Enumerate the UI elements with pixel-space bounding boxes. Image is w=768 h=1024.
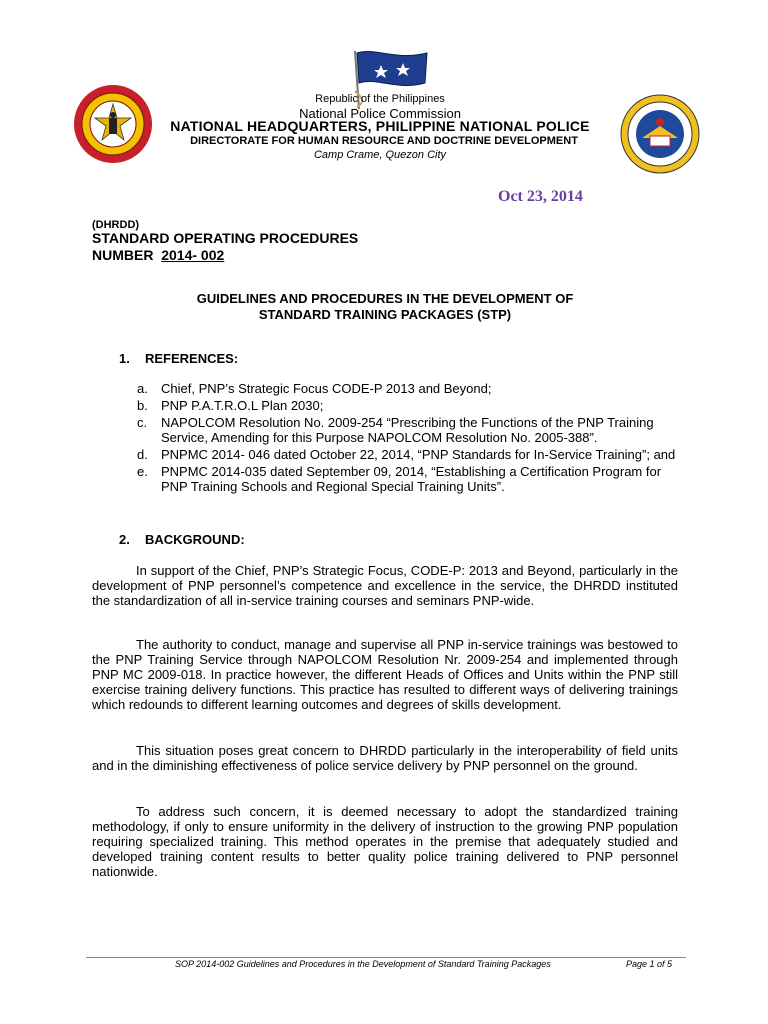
list-item-text: Chief, PNP’s Strategic Focus CODE-P 2013 and Beyond;: [161, 381, 492, 396]
sop-number-value: 2014- 002: [161, 247, 225, 263]
footer-divider: [86, 957, 686, 958]
subject-line-2: STANDARD TRAINING PACKAGES (STP): [258, 307, 512, 322]
sop-number: [92, 247, 224, 264]
sop-title: STANDARD OPERATING PROCEDURES: [92, 230, 359, 246]
list-item-text: PNPMC 2014-035 dated September 09, 2014, “Establishing a Certification Program for PNP Training Schools and Regional Special Training Units”.: [161, 464, 662, 494]
list-item-letter: d.: [137, 447, 148, 462]
list-item: [137, 398, 679, 413]
header-republic: Republic of the Philippines: [315, 93, 445, 105]
list-item-letter: c.: [137, 415, 148, 430]
header-commission: National Police Commission: [299, 106, 461, 121]
sop-number-label: NUMBER: [92, 247, 154, 263]
list-item-letter: a.: [137, 381, 148, 396]
background-paragraph-4: To address such concern, it is deemed necessary to adopt the standardized training methodology, if only to ensure uniformity in the delivery of instruction to the growing PNP population requiring specialized training. This method operates in the premise that adequately studied and developed training content results to better quality police training delivered to PNP personnel nationwide.: [92, 804, 678, 879]
list-item: [137, 447, 679, 462]
list-item: [137, 381, 679, 396]
page-number: Page 1 of 5: [626, 959, 673, 969]
document-date: Oct 23, 2014: [498, 188, 583, 205]
background-paragraph-2: The authority to conduct, manage and supervise all PNP in-service trainings was bestowed to the PNP Training Service through NAPOLCOM Resolution Nr. 2009-254 and implemented through PNP MC 2009-018. In practice however, the different Heads of Offices and Units within the PNP still exercise training delivery functions. This practice has resulted to different ways of delivering trainings which redounds to different learning outcomes and degrees of skills development.: [92, 637, 678, 712]
list-item-text: PNPMC 2014- 046 dated October 22, 2014, “PNP Standards for In-Service Training”; and: [161, 447, 676, 462]
header-headquarters: NATIONAL HEADQUARTERS, PHILIPPINE NATIONAL POLICE: [170, 118, 590, 134]
section-title: REFERENCES:: [145, 351, 239, 366]
list-item-letter: e.: [137, 464, 148, 479]
section-references-heading: [119, 351, 238, 366]
section-background-heading: [119, 532, 245, 547]
document-subject: [140, 291, 630, 323]
section-title: BACKGROUND:: [145, 532, 245, 547]
background-paragraph-1: In support of the Chief, PNP’s Strategic Focus, CODE-P: 2013 and Beyond, particularly in the development of PNP personnel’s competence and excellence in the service, the DHRDD instituted the standardization of all in-service training courses and seminars PNP-wide.: [92, 563, 678, 608]
references-list: [137, 381, 679, 496]
subject-line-1: GUIDELINES AND PROCEDURES IN THE DEVELOPMENT OF: [196, 291, 574, 306]
list-item: [137, 464, 679, 494]
background-paragraph-3: This situation poses great concern to DHRDD particularly in the interoperability of field units and in the diminishing effectiveness of police service delivery by PNP personnel on the ground.: [92, 743, 678, 773]
list-item-text: NAPOLCOM Resolution No. 2009-254 “Prescribing the Functions of the PNP Training Service, Amending for this Purpose NAPOLCOM Resolution No. 2005-388”.: [161, 415, 654, 445]
footer-title: SOP 2014-002 Guidelines and Procedures in the Development of Standard Training Packages: [175, 959, 551, 969]
list-item-text: PNP P.A.T.R.O.L Plan 2030;: [161, 398, 324, 413]
section-number: 1.: [119, 351, 130, 366]
header-directorate: DIRECTORATE FOR HUMAN RESOURCE AND DOCTRINE DEVELOPMENT: [190, 135, 578, 147]
office-code: (DHRDD): [92, 219, 140, 231]
list-item-letter: b.: [137, 398, 148, 413]
dhrdd-seal-icon: [620, 94, 700, 174]
header-location: Camp Crame, Quezon City: [313, 149, 447, 161]
section-number: 2.: [119, 532, 130, 547]
list-item: [137, 415, 679, 445]
